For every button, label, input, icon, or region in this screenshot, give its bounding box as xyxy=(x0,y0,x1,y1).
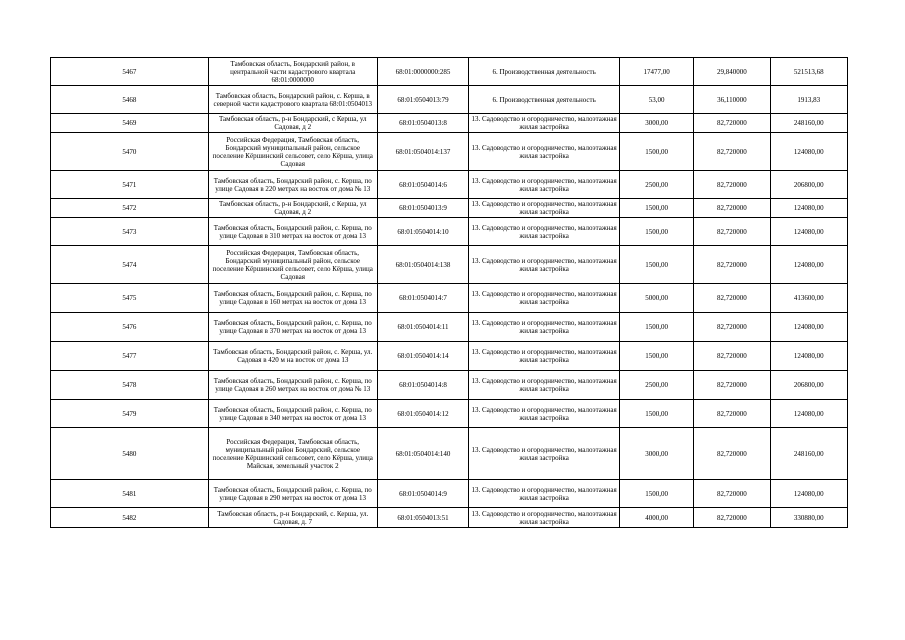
address-cell: Тамбовская область, Бондарский район, с. Керша, по улице Садовая в 310 метрах на восток от дома 13 xyxy=(208,218,377,246)
address-cell: Тамбовская область, Бондарский район, с. Керша, по улице Садовая в 260 метрах на восток от дома № 13 xyxy=(208,371,377,400)
specific-value-cell: 82,720000 xyxy=(694,400,770,428)
land-use-cell: 13. Садоводство и огородничество, малоэтажная жилая застройка xyxy=(469,246,620,284)
cadastral-value-cell: 124080,00 xyxy=(770,400,847,428)
cadastral-value-cell: 124080,00 xyxy=(770,246,847,284)
specific-value-cell: 82,720000 xyxy=(694,199,770,218)
row-number: 5476 xyxy=(51,313,209,342)
cadastral-value-cell: 521513,68 xyxy=(770,58,847,86)
area-cell: 3000,00 xyxy=(619,428,693,480)
area-cell: 17477,00 xyxy=(619,58,693,86)
area-cell: 2500,00 xyxy=(619,171,693,199)
cadastral-value-cell: 124080,00 xyxy=(770,218,847,246)
address-cell: Российская Федерация, Тамбовская область, Бондарский муниципальный район, сельское поселение Кёршинский сельсовет, село Кёрша, улица Садовая xyxy=(208,246,377,284)
table-row xyxy=(51,313,848,342)
row-number: 5479 xyxy=(51,400,209,428)
area-cell: 1500,00 xyxy=(619,400,693,428)
address-cell: Российская Федерация, Тамбовская область, Бондарский муниципальный район, сельское поселение Кёршинский сельсовет, село Кёрша, улица Садовая xyxy=(208,133,377,171)
land-use-cell: 13. Садоводство и огородничество, малоэтажная жилая застройка xyxy=(469,199,620,218)
cadastral-value-cell: 330880,00 xyxy=(770,508,847,528)
row-number: 5473 xyxy=(51,218,209,246)
area-cell: 53,00 xyxy=(619,86,693,114)
land-use-cell: 13. Садоводство и огородничество, малоэтажная жилая застройка xyxy=(469,508,620,528)
area-cell: 2500,00 xyxy=(619,371,693,400)
table-row xyxy=(51,284,848,313)
table-row xyxy=(51,508,848,528)
land-use-cell: 6. Производственная деятельность xyxy=(469,58,620,86)
row-number: 5468 xyxy=(51,86,209,114)
specific-value-cell: 82,720000 xyxy=(694,371,770,400)
cadastral-value-cell: 1913,83 xyxy=(770,86,847,114)
cadastral-value-cell: 206800,00 xyxy=(770,171,847,199)
specific-value-cell: 36,110000 xyxy=(694,86,770,114)
cadastral-number-cell: 68:01:0504013:9 xyxy=(377,199,469,218)
row-number: 5474 xyxy=(51,246,209,284)
table-row xyxy=(51,342,848,371)
cadastral-value-cell: 124080,00 xyxy=(770,313,847,342)
land-use-cell: 13. Садоводство и огородничество, малоэтажная жилая застройка xyxy=(469,371,620,400)
address-cell: Тамбовская область, Бондарский район, с. Керша, ул. Садовая в 420 м на восток от дома 13 xyxy=(208,342,377,371)
specific-value-cell: 82,720000 xyxy=(694,480,770,508)
land-use-cell: 6. Производственная деятельность xyxy=(469,86,620,114)
address-cell: Тамбовская область, р-н Бондарский, с. Керша, ул. Садовая, д. 7 xyxy=(208,508,377,528)
cadastral-value-cell: 124080,00 xyxy=(770,133,847,171)
address-cell: Тамбовская область, р-н Бондарский, с Керша, ул Садовая, д 2 xyxy=(208,114,377,133)
cadastral-number-cell: 68:01:0504014:7 xyxy=(377,284,469,313)
land-use-cell: 13. Садоводство и огородничество, малоэтажная жилая застройка xyxy=(469,400,620,428)
cadastral-value-cell: 124080,00 xyxy=(770,342,847,371)
row-number: 5471 xyxy=(51,171,209,199)
row-number: 5482 xyxy=(51,508,209,528)
land-use-cell: 13. Садоводство и огородничество, малоэтажная жилая застройка xyxy=(469,480,620,508)
row-number: 5475 xyxy=(51,284,209,313)
address-cell: Тамбовская область, Бондарский район, в центральной части кадастрового квартала 68:01:0000000 xyxy=(208,58,377,86)
cadastral-number-cell: 68:01:0504014:138 xyxy=(377,246,469,284)
table-row xyxy=(51,246,848,284)
area-cell: 1500,00 xyxy=(619,133,693,171)
land-use-cell: 13. Садоводство и огородничество, малоэтажная жилая застройка xyxy=(469,218,620,246)
area-cell: 1500,00 xyxy=(619,246,693,284)
cadastral-number-cell: 68:01:0504014:10 xyxy=(377,218,469,246)
row-number: 5470 xyxy=(51,133,209,171)
land-use-cell: 13. Садоводство и огородничество, малоэтажная жилая застройка xyxy=(469,284,620,313)
cadastral-number-cell: 68:01:0504014:8 xyxy=(377,371,469,400)
row-number: 5469 xyxy=(51,114,209,133)
cadastral-number-cell: 68:01:0504014:140 xyxy=(377,428,469,480)
table-row xyxy=(51,114,848,133)
cadastral-number-cell: 68:01:0504013:79 xyxy=(377,86,469,114)
land-use-cell: 13. Садоводство и огородничество, малоэтажная жилая застройка xyxy=(469,342,620,371)
row-number: 5480 xyxy=(51,428,209,480)
area-cell: 5000,00 xyxy=(619,284,693,313)
address-cell: Российская Федерация, Тамбовская область, муниципальный район Бондарский, сельское поселение Кёршинский сельсовет, село Кёрша, улица Майская, земельный участок 2 xyxy=(208,428,377,480)
address-cell: Тамбовская область, Бондарский район, с. Керша, по улице Садовая в 160 метрах на восток от дома 13 xyxy=(208,284,377,313)
table-row xyxy=(51,480,848,508)
table-row xyxy=(51,86,848,114)
specific-value-cell: 82,720000 xyxy=(694,508,770,528)
specific-value-cell: 82,720000 xyxy=(694,171,770,199)
table-body xyxy=(51,58,848,528)
cadastral-number-cell: 68:01:0504014:6 xyxy=(377,171,469,199)
specific-value-cell: 82,720000 xyxy=(694,342,770,371)
cadastral-number-cell: 68:01:0504013:51 xyxy=(377,508,469,528)
cadastral-value-cell: 206800,00 xyxy=(770,371,847,400)
land-use-cell: 13. Садоводство и огородничество, малоэтажная жилая застройка xyxy=(469,313,620,342)
cadastral-value-cell: 248160,00 xyxy=(770,428,847,480)
address-cell: Тамбовская область, Бондарский район, с. Керша, по улице Садовая в 220 метрах на восток от дома № 13 xyxy=(208,171,377,199)
cadastral-value-cell: 124080,00 xyxy=(770,480,847,508)
specific-value-cell: 29,840000 xyxy=(694,58,770,86)
cadastral-value-cell: 124080,00 xyxy=(770,199,847,218)
cadastral-number-cell: 68:01:0504014:11 xyxy=(377,313,469,342)
area-cell: 3000,00 xyxy=(619,114,693,133)
table-row xyxy=(51,428,848,480)
table-row xyxy=(51,218,848,246)
specific-value-cell: 82,720000 xyxy=(694,428,770,480)
cadastral-number-cell: 68:01:0504014:12 xyxy=(377,400,469,428)
row-number: 5477 xyxy=(51,342,209,371)
specific-value-cell: 82,720000 xyxy=(694,114,770,133)
address-cell: Тамбовская область, Бондарский район, с. Керша, в северной части кадастрового квартала 68:01:0504013 xyxy=(208,86,377,114)
address-cell: Тамбовская область, р-н Бондарский, с Керша, ул Садовая, д 2 xyxy=(208,199,377,218)
row-number: 5467 xyxy=(51,58,209,86)
land-use-cell: 13. Садоводство и огородничество, малоэтажная жилая застройка xyxy=(469,428,620,480)
land-use-cell: 13. Садоводство и огородничество, малоэтажная жилая застройка xyxy=(469,133,620,171)
table-row xyxy=(51,199,848,218)
area-cell: 1500,00 xyxy=(619,480,693,508)
table-row xyxy=(51,371,848,400)
row-number: 5472 xyxy=(51,199,209,218)
land-use-cell: 13. Садоводство и огородничество, малоэтажная жилая застройка xyxy=(469,114,620,133)
cadastral-number-cell: 68:01:0504014:9 xyxy=(377,480,469,508)
specific-value-cell: 82,720000 xyxy=(694,218,770,246)
row-number: 5478 xyxy=(51,371,209,400)
area-cell: 1500,00 xyxy=(619,199,693,218)
area-cell: 1500,00 xyxy=(619,218,693,246)
cadastral-value-table xyxy=(50,57,848,528)
table-row xyxy=(51,400,848,428)
specific-value-cell: 82,720000 xyxy=(694,246,770,284)
cadastral-number-cell: 68:01:0504014:137 xyxy=(377,133,469,171)
cadastral-number-cell: 68:01:0000000:285 xyxy=(377,58,469,86)
specific-value-cell: 82,720000 xyxy=(694,313,770,342)
cadastral-value-cell: 413600,00 xyxy=(770,284,847,313)
area-cell: 1500,00 xyxy=(619,342,693,371)
row-number: 5481 xyxy=(51,480,209,508)
table-row xyxy=(51,133,848,171)
address-cell: Тамбовская область, Бондарский район, с. Керша, по улице Садовая в 370 метрах на восток от дома 13 xyxy=(208,313,377,342)
address-cell: Тамбовская область, Бондарский район, с. Керша, по улице Садовая в 340 метрах на восток от дома 13 xyxy=(208,400,377,428)
specific-value-cell: 82,720000 xyxy=(694,133,770,171)
area-cell: 1500,00 xyxy=(619,313,693,342)
specific-value-cell: 82,720000 xyxy=(694,284,770,313)
cadastral-value-cell: 248160,00 xyxy=(770,114,847,133)
table-row xyxy=(51,58,848,86)
table-row xyxy=(51,171,848,199)
cadastral-number-cell: 68:01:0504013:8 xyxy=(377,114,469,133)
area-cell: 4000,00 xyxy=(619,508,693,528)
land-use-cell: 13. Садоводство и огородничество, малоэтажная жилая застройка xyxy=(469,171,620,199)
cadastral-number-cell: 68:01:0504014:14 xyxy=(377,342,469,371)
address-cell: Тамбовская область, Бондарский район, с. Керша, по улице Садовая в 290 метрах на восток от дома 13 xyxy=(208,480,377,508)
